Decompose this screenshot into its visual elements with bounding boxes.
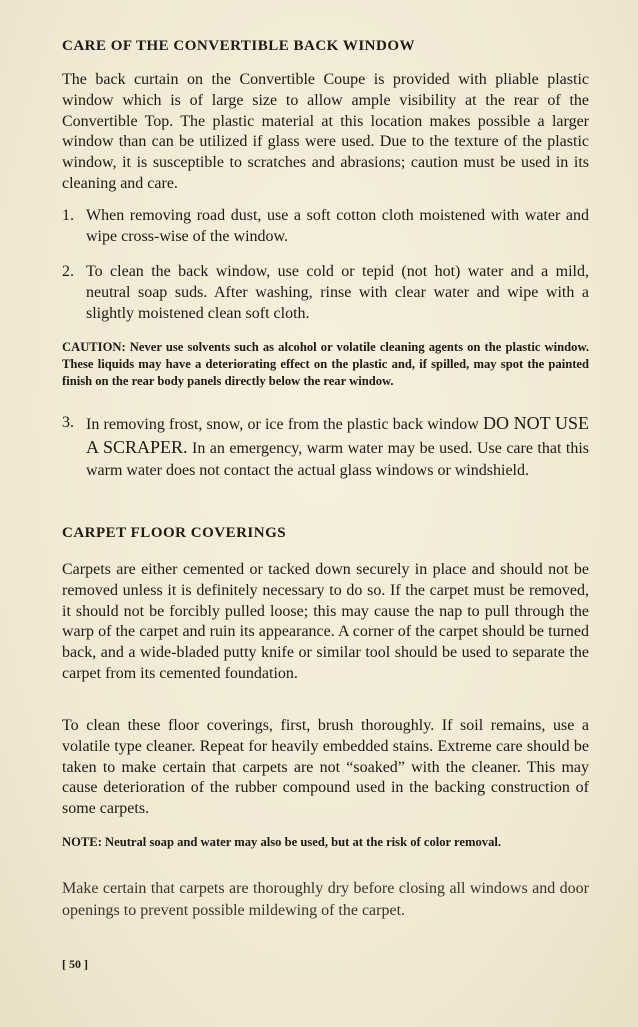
list-text — [86, 412, 589, 482]
carpet-paragraph-2: To clean these floor coverings, first, brush thoroughly. If soil remains, use a volatile type cleaner. Repeat for heavily embedded stains. Extreme care should be taken to make certain that carpets are not “soaked” with the cleaner. This may cause deterioration of the rubber compound used in the backing construction of some carpets. — [62, 717, 589, 818]
carpet-paragraph-1: Carpets are either cemented or tacked down securely in place and should not be removed unless it is definitely necessary to do so. If the carpet must be removed, it should not be forcibly pulled loose; this may cause the nap to pull through the warp of the carpet and ruin its appearance. A corner of the carpet should be turned back, and a wide-bladed putty knife or similar tool should be used to separate the carpet from its cemented foundation. — [62, 561, 589, 682]
list-item-3 — [62, 412, 589, 482]
list-number: 2. — [62, 263, 74, 280]
list-number: 3. — [62, 414, 74, 431]
list-text-before: In removing frost, snow, or ice from the plastic back window — [86, 416, 483, 433]
intro-paragraph: The back curtain on the Convertible Coupe is provided with pliable plastic window which is of large size to allow ample visibility at the rear of the Convertible Top. The plastic material at this location makes possible a larger window than can be utilized if glass were used. Due to the texture of the plastic window, it is susceptible to scratches and abrasions; caution must be used in its cleaning and care. — [62, 71, 589, 192]
list-text: When removing road dust, use a soft cotton cloth moistened with water and wipe cross-wise of the window. — [86, 207, 589, 245]
list-item-2 — [62, 262, 589, 324]
list-text-after: In an emergency, warm water may be used. Use care that this warm water does not contact the actual glass windows or windshield. — [86, 440, 589, 479]
note: NOTE: Neutral soap and water may also be used, but at the risk of color removal. — [62, 835, 502, 849]
section-title-convertible-window: CARE OF THE CONVERTIBLE BACK WINDOW — [62, 38, 416, 54]
page-number: [ 50 ] — [62, 957, 88, 971]
list-item-1 — [62, 206, 589, 248]
carpet-paragraph-3: Make certain that carpets are thoroughly dry before closing all windows and door openings to prevent possible mildewing of the carpet. — [62, 880, 589, 919]
section-title-carpet: CARPET FLOOR COVERINGS — [62, 525, 287, 541]
list-text: To clean the back window, use cold or tepid (not hot) water and a mild, neutral soap suds. After washing, rinse with clear water and wipe with a slightly moistened clean soft cloth. — [86, 263, 589, 322]
caution-note: CAUTION: Never use solvents such as alcohol or volatile cleaning agents on the plastic window. These liquids may have a deteriorating effect on the plastic and, if spilled, may spot the painted finish on the rear body panels directly below the rear window. — [62, 340, 589, 388]
emphasis-text: DO NOT USE A SCRAPER. — [86, 413, 590, 457]
list-number: 1. — [62, 207, 74, 224]
